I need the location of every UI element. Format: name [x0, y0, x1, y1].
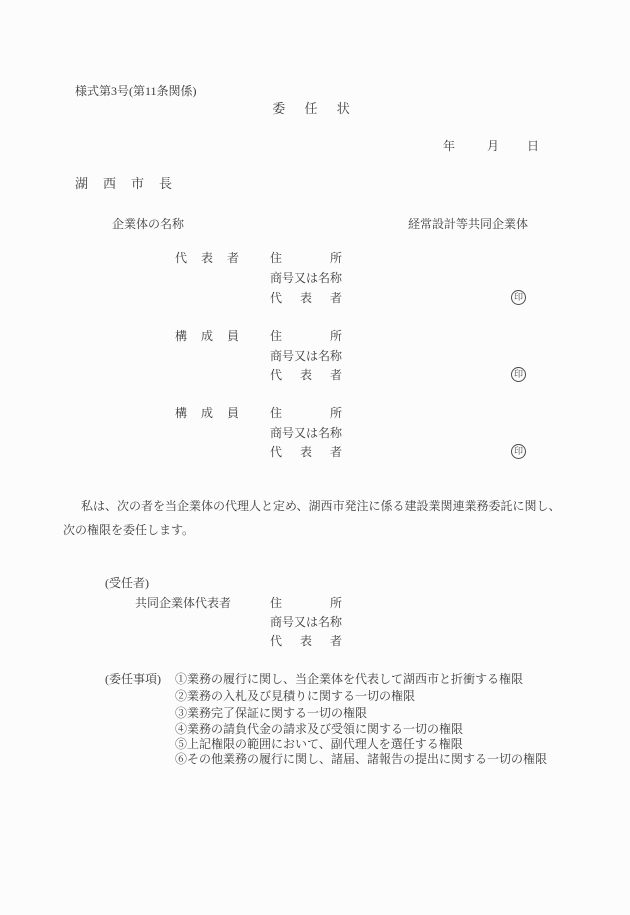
date-year-label: 年 [443, 139, 456, 153]
address-field-label: 住所 [270, 251, 391, 265]
body-paragraph-line-1: 私は、次の者を当企業体の代理人と定め、湖西市発注に係る建設業関連業務委託に関し、 [81, 499, 561, 513]
date-month-label: 月 [487, 139, 500, 153]
address-field-label: 住所 [270, 329, 391, 343]
addressee-mayor: 湖西市長 [75, 176, 188, 191]
trade-name-field-label: 商号又は名称 [270, 349, 343, 363]
address-field-label: 住所 [270, 596, 391, 610]
representative-field-label: 代表者 [270, 634, 361, 648]
jv-name-value: 経常設計等共同企業体 [408, 217, 529, 231]
representative-field-label: 代表者 [270, 368, 361, 382]
body-paragraph-line-2: 次の権限を委任します。 [63, 523, 195, 537]
delegation-item-1: ①業務の履行に関し、当企業体を代表して湖西市と折衝する権限 [175, 672, 524, 686]
address-field-label: 住所 [270, 406, 391, 420]
delegation-item-4: ④業務の請負代金の請求及び受領に関する一切の権限 [175, 722, 464, 736]
seal-mark-icon: 印 [511, 290, 526, 305]
party-role-member: 構成員 [175, 406, 254, 420]
document-title: 委 任 状 [272, 101, 358, 116]
party-role-representative: 代表者 [175, 251, 254, 265]
date-day-label: 日 [527, 139, 540, 153]
trade-name-field-label: 商号又は名称 [270, 271, 343, 285]
delegation-item-5: ⑤上記権限の範囲において、副代理人を選任する権限 [175, 737, 463, 751]
trade-name-field-label: 商号又は名称 [270, 615, 343, 629]
delegation-item-2: ②業務の入札及び見積りに関する一切の権限 [175, 689, 416, 703]
delegation-heading: (委任事項) [105, 672, 161, 686]
recipient-role-label: 共同企業体代表者 [135, 596, 232, 610]
delegation-item-6: ⑥その他業務の履行に関し、諸届、諸報告の提出に関する一切の権限 [175, 752, 548, 766]
party-role-member: 構成員 [175, 329, 254, 343]
seal-mark-icon: 印 [511, 444, 526, 459]
jv-name-label: 企業体の名称 [112, 217, 185, 231]
delegation-item-3: ③業務完了保証に関する一切の権限 [175, 706, 368, 720]
representative-field-label: 代表者 [270, 445, 361, 459]
representative-field-label: 代表者 [270, 291, 361, 305]
trade-name-field-label: 商号又は名称 [270, 426, 343, 440]
form-number: 様式第3号(第11条関係) [75, 84, 197, 98]
seal-mark-icon: 印 [511, 367, 526, 382]
recipient-heading: (受任者) [105, 576, 149, 590]
